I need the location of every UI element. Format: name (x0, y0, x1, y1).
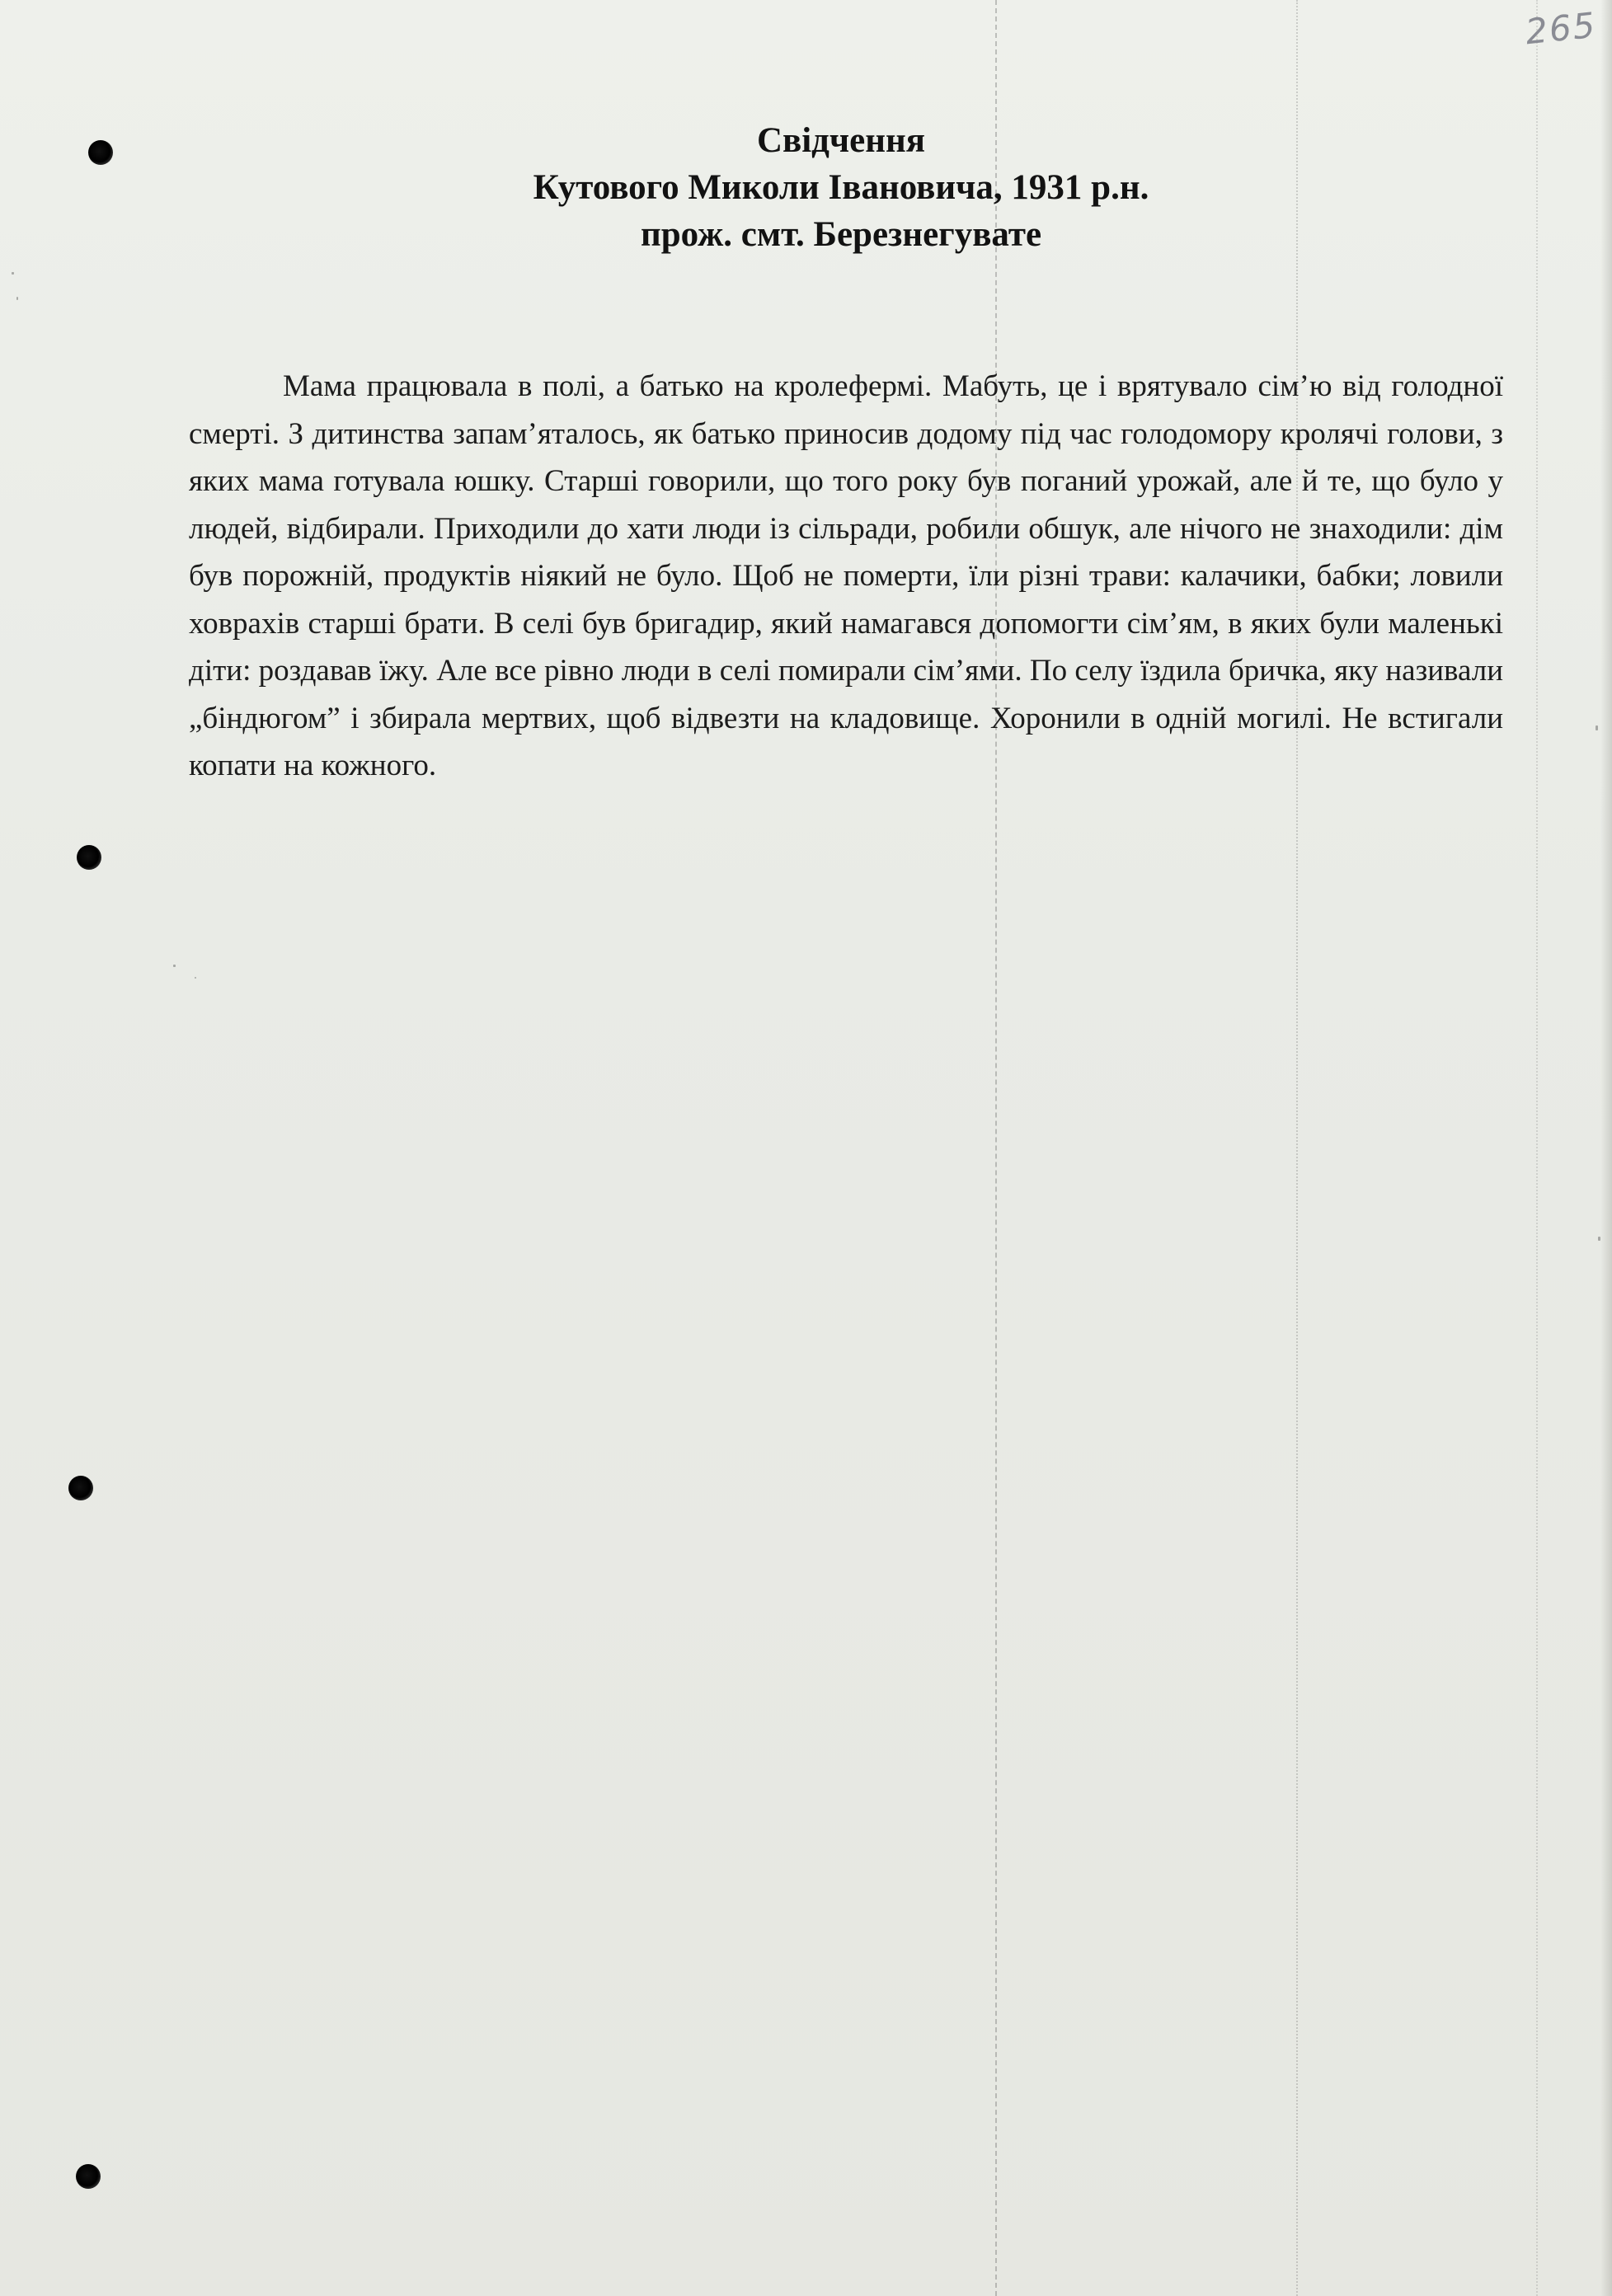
scan-speck (16, 297, 18, 300)
scan-speck (12, 272, 14, 275)
title-heading: Свідчення (756, 121, 926, 160)
scan-speck (195, 977, 196, 979)
testimony-paragraph: Мама працювала в полі, а батько на кролефермі. Мабуть, це і врятувало сім’ю від голодної смерті. З дитинства запам’яталось, як батько приносив додому під час голодомору кролячі голови, з яких мама готувала юшку. Старші говорили, що того року був поганий урожай, але й те, що було у людей, відбирали. Приходили до хати люди із сільради, робили обшук, але нічого не знаходили: дім був порожній, продуктів ніякий не було. Щоб не померти, їли різні трави: калачики, бабки; ловили ховрахів старші брати. В селі був бригадир, який намагався допомогти сім’ям, в яких були маленькі діти: роздавав їжу. Але все рівно люди в селі помирали сім’ями. По селу їздила бричка, яку називали „біндюгом” і збирала мертвих, щоб відвезти на кладовище. Хоронили в одній могилі. Не встигали копати на кожного. (189, 369, 1503, 782)
document-title (330, 117, 1352, 258)
archive-page-number: 265 (1523, 4, 1599, 53)
punch-hole (76, 2164, 101, 2189)
scan-fold-line (1296, 0, 1298, 2296)
punch-hole (88, 140, 113, 165)
scan-fold-line (995, 0, 997, 2296)
punch-hole (77, 845, 101, 870)
scan-speck (173, 965, 176, 967)
title-residence: прож. смт. Березнегувате (640, 215, 1042, 254)
punch-hole (68, 1476, 93, 1500)
scan-speck (1596, 725, 1598, 730)
page-edge-shadow (1600, 0, 1612, 2296)
scan-fold-line (1536, 0, 1538, 2296)
scan-speck (1598, 1237, 1600, 1241)
title-witness-name: Кутового Миколи Івановича, 1931 р.н. (533, 168, 1149, 207)
